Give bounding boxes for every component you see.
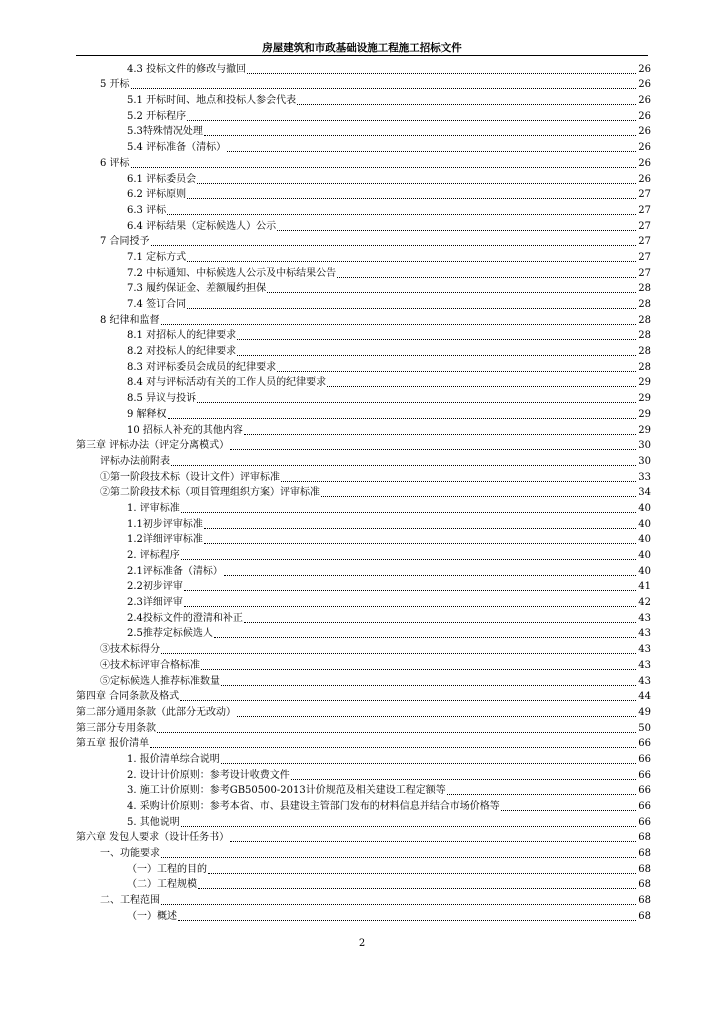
- toc-entry[interactable]: [76, 736, 651, 752]
- toc-entry-page: 40: [638, 518, 651, 530]
- toc-entry[interactable]: [76, 218, 651, 234]
- toc-entry[interactable]: [76, 422, 651, 438]
- toc-entry[interactable]: [76, 469, 651, 485]
- toc-dot-leader: [168, 418, 636, 419]
- toc-entry[interactable]: [76, 406, 651, 422]
- toc-entry-title: 5.1 开标时间、地点和投标人参会代表: [127, 95, 297, 107]
- toc-dot-leader: [237, 716, 636, 717]
- toc-entry-page: 50: [638, 722, 651, 734]
- toc-entry[interactable]: [76, 343, 651, 359]
- toc-entry-title: ②第二阶段技术标（项目管理组织方案）评审标准: [100, 487, 320, 499]
- toc-entry[interactable]: [76, 704, 651, 720]
- toc-entry-page: 66: [638, 801, 651, 812]
- toc-entry[interactable]: [76, 626, 651, 642]
- toc-dot-leader: [171, 465, 636, 466]
- toc-dot-leader: [244, 622, 636, 623]
- toc-entry-title: （二）工程规模: [127, 879, 197, 891]
- toc-entry[interactable]: [76, 579, 651, 595]
- toc-entry-page: 44: [638, 691, 651, 703]
- toc-entry-page: 26: [638, 173, 651, 185]
- toc-entry[interactable]: [76, 265, 651, 281]
- toc-entry-page: 28: [638, 361, 651, 373]
- toc-entry[interactable]: [76, 908, 651, 924]
- toc-entry-title: 6.1 评标委员会: [127, 173, 197, 185]
- toc-entry-page: 27: [638, 204, 651, 216]
- toc-entry-page: 68: [638, 863, 651, 875]
- toc-entry-page: 30: [638, 455, 651, 467]
- toc-entry-page: 27: [638, 220, 651, 232]
- toc-entry-page: 40: [638, 565, 651, 577]
- toc-dot-leader: [197, 183, 636, 184]
- toc-dot-leader: [230, 841, 636, 842]
- toc-entry-title: 8.4 对与评标活动有关的工作人员的纪律要求: [127, 377, 327, 389]
- toc-entry-page: 34: [638, 487, 651, 499]
- toc-entry-title: 6.4 评标结果（定标候选人）公示: [127, 220, 277, 232]
- toc-dot-leader: [184, 606, 636, 607]
- toc-entry-title: 6.3 评标: [127, 204, 167, 216]
- toc-entry-title: 二、工程范围: [100, 895, 160, 907]
- toc-entry[interactable]: [76, 139, 651, 155]
- toc-entry[interactable]: [76, 877, 651, 893]
- toc-entry-title: 8.1 对招标人的纪律要求: [127, 330, 237, 342]
- toc-entry-page: 33: [638, 471, 651, 483]
- toc-dot-leader: [237, 355, 636, 356]
- toc-entry-title: 8 纪律和监督: [100, 314, 160, 326]
- toc-dot-leader: [237, 339, 636, 340]
- toc-entry-title: 8.2 对投标人的纪律要求: [127, 346, 237, 358]
- toc-dot-leader: [281, 481, 636, 482]
- toc-entry-page: 26: [638, 79, 651, 91]
- toc-entry-title: 第四章 合同条款及格式: [76, 691, 180, 703]
- toc-entry-title: 8.5 异议与投诉: [127, 393, 197, 405]
- toc-entry-title: 1. 报价清单综合说明: [127, 753, 220, 765]
- toc-entry[interactable]: [76, 641, 651, 657]
- toc-dot-leader: [204, 543, 636, 544]
- toc-entry-page: 43: [638, 628, 651, 640]
- toc-dot-leader: [267, 292, 636, 293]
- toc-dot-leader: [277, 230, 636, 231]
- toc-entry-page: 66: [638, 785, 651, 797]
- toc-entry-title: 7.3 履约保证金、差额履约担保: [127, 283, 267, 295]
- toc-dot-leader: [157, 732, 636, 733]
- toc-dot-leader: [131, 88, 636, 89]
- toc-entry-title: 2.4投标文件的澄清和补正: [127, 612, 243, 624]
- toc-entry-title: ④技术标评审合格标准: [100, 659, 200, 671]
- toc-entry[interactable]: [76, 171, 651, 187]
- toc-entry[interactable]: [76, 453, 651, 469]
- toc-entry[interactable]: [76, 108, 651, 124]
- toc-entry-title: 5.2 开标程序: [127, 110, 187, 122]
- toc-dot-leader: [181, 826, 636, 827]
- toc-entry-title: 5 开标: [100, 79, 130, 91]
- toc-entry[interactable]: [76, 328, 651, 344]
- toc-dot-leader: [447, 794, 636, 795]
- toc-entry-title: 2.1评标准备（清标）: [127, 565, 223, 577]
- toc-dot-leader: [277, 371, 636, 372]
- toc-entry[interactable]: [76, 155, 651, 171]
- toc-dot-leader: [161, 324, 636, 325]
- toc-dot-leader: [201, 669, 636, 670]
- toc-dot-leader: [208, 873, 636, 874]
- toc-entry[interactable]: [76, 783, 651, 799]
- toc-entry[interactable]: [76, 249, 651, 265]
- toc-entry-page: 29: [638, 424, 651, 436]
- toc-entry[interactable]: [76, 861, 651, 877]
- toc-entry[interactable]: [76, 500, 651, 516]
- toc-entry-title: 一、功能要求: [100, 848, 160, 860]
- toc-entry-title: 2.3详细评审: [127, 597, 183, 609]
- toc-dot-leader: [187, 308, 636, 309]
- toc-dot-leader: [181, 559, 636, 560]
- toc-entry-title: 评标办法前附表: [100, 455, 170, 467]
- toc-entry-page: 66: [638, 769, 651, 781]
- toc-entry-title: 8.3 对评标委员会成员的纪律要求: [127, 361, 277, 373]
- toc-entry[interactable]: [76, 563, 651, 579]
- toc-dot-leader: [197, 402, 636, 403]
- toc-dot-leader: [327, 386, 636, 387]
- toc-entry-page: 27: [638, 189, 651, 201]
- toc-entry[interactable]: [76, 516, 651, 532]
- toc-dot-leader: [180, 700, 636, 701]
- toc-dot-leader: [224, 575, 636, 576]
- toc-entry-title: 7.4 签订合同: [127, 299, 187, 310]
- toc-entry-page: 30: [638, 440, 651, 452]
- toc-entry[interactable]: [76, 281, 651, 297]
- toc-entry[interactable]: [76, 359, 651, 375]
- toc-entry-page: 40: [638, 502, 651, 514]
- toc-entry-title: 1.2详细评审标准: [127, 534, 203, 546]
- toc-dot-leader: [337, 277, 636, 278]
- toc-entry[interactable]: [76, 610, 651, 626]
- toc-entry-page: 29: [638, 408, 651, 420]
- toc-entry[interactable]: [76, 390, 651, 406]
- toc-dot-leader: [178, 920, 636, 921]
- toc-dot-leader: [150, 747, 636, 748]
- toc-entry-page: 26: [638, 95, 651, 107]
- toc-dot-leader: [227, 151, 636, 152]
- toc-dot-leader: [167, 214, 636, 215]
- toc-entry-page: 43: [638, 675, 651, 687]
- toc-entry[interactable]: [76, 202, 651, 218]
- toc-entry-page: 40: [638, 534, 651, 546]
- toc-entry-page: 43: [638, 612, 651, 624]
- toc-entry[interactable]: [76, 845, 651, 861]
- toc-entry-page: 26: [638, 126, 651, 138]
- toc-entry-title: 10 招标人补充的其他内容: [127, 424, 243, 436]
- toc-entry-page: 26: [638, 157, 651, 169]
- toc-dot-leader: [187, 120, 636, 121]
- toc-dot-leader: [291, 779, 636, 780]
- toc-dot-leader: [247, 73, 636, 74]
- toc-entry[interactable]: [76, 532, 651, 548]
- toc-entry[interactable]: [76, 296, 651, 312]
- toc-entry-title: （一）工程的目的: [127, 863, 207, 875]
- toc-entry-page: 41: [638, 581, 651, 593]
- toc-entry-title: 5.3特殊情况处理: [127, 126, 203, 138]
- toc-entry-page: 26: [638, 63, 651, 75]
- toc-entry-page: 27: [638, 251, 651, 263]
- toc-entry-title: 3. 施工计价原则：参考GB50500-2013计价规范及相关建设工程定额等: [127, 785, 446, 797]
- toc-entry-page: 68: [638, 832, 651, 844]
- toc-entry-title: （一）概述: [127, 910, 177, 922]
- toc-dot-leader: [187, 261, 636, 262]
- toc-dot-leader: [297, 104, 636, 105]
- toc-entry[interactable]: [76, 720, 651, 736]
- toc-entry[interactable]: [76, 892, 651, 908]
- toc-entry-title: 第三章 评标办法（评定分离模式）: [76, 440, 230, 452]
- toc-entry-page: 28: [638, 314, 651, 326]
- toc-dot-leader: [181, 512, 636, 513]
- toc-dot-leader: [204, 528, 636, 529]
- toc-entry-title: 2.2初步评审: [127, 581, 183, 593]
- toc-entry-title: 第三部分专用条款: [76, 722, 156, 734]
- toc-entry-title: 2. 评标程序: [127, 550, 180, 561]
- toc-entry[interactable]: [76, 312, 651, 328]
- toc-entry[interactable]: [76, 187, 651, 203]
- toc-dot-leader: [184, 590, 636, 591]
- toc-dot-leader: [131, 167, 636, 168]
- toc-entry-page: 28: [638, 346, 651, 358]
- toc-entry[interactable]: [76, 751, 651, 767]
- toc-entry[interactable]: [76, 547, 651, 563]
- toc-entry-title: 第六章 发包人要求（设计任务书）: [76, 832, 230, 844]
- toc-entry-page: 26: [638, 110, 651, 122]
- toc-entry-title: 9 解释权: [127, 408, 167, 420]
- header-divider: [76, 55, 648, 56]
- toc-dot-leader: [198, 888, 636, 889]
- toc-entry-title: 6 评标: [100, 157, 130, 169]
- toc-entry-page: 28: [638, 299, 651, 310]
- toc-entry[interactable]: [76, 594, 651, 610]
- toc-dot-leader: [221, 763, 636, 764]
- toc-entry-page: 66: [638, 816, 651, 828]
- toc-entry-title: 5.4 评标准备（清标）: [127, 142, 227, 154]
- toc-entry[interactable]: [76, 92, 651, 108]
- toc-entry-page: 43: [638, 644, 651, 656]
- toc-entry-page: 66: [638, 753, 651, 765]
- toc-entry-page: 49: [638, 706, 651, 718]
- toc-entry[interactable]: [76, 673, 651, 689]
- toc-entry[interactable]: [76, 485, 651, 501]
- toc-dot-leader: [161, 857, 636, 858]
- toc-dot-leader: [244, 434, 636, 435]
- toc-entry-title: 2. 设计计价原则：参考设计收费文件: [127, 769, 290, 781]
- toc-entry[interactable]: [76, 438, 651, 454]
- toc-entry-page: 27: [638, 267, 651, 279]
- toc-entry-page: 42: [638, 597, 651, 609]
- toc-dot-leader: [501, 810, 636, 811]
- toc-entry-page: 28: [638, 330, 651, 342]
- toc-entry-title: 7 合同授予: [100, 236, 150, 248]
- toc-entry[interactable]: [76, 657, 651, 673]
- toc-entry-page: 29: [638, 377, 651, 389]
- toc-dot-leader: [230, 449, 636, 450]
- toc-entry-title: 1.1初步评审标准: [127, 518, 203, 530]
- toc-entry-title: ①第一阶段技术标（设计文件）评审标准: [100, 471, 280, 483]
- toc-dot-leader: [214, 637, 636, 638]
- toc-entry-title: 7.2 中标通知、中标候选人公示及中标结果公告: [127, 267, 337, 279]
- toc-entry-title: 1. 评审标准: [127, 502, 180, 514]
- toc-entry-page: 28: [638, 283, 651, 295]
- toc-entry[interactable]: [76, 234, 651, 250]
- toc-entry[interactable]: [76, 814, 651, 830]
- toc-entry-page: 68: [638, 910, 651, 922]
- toc-entry-page: 68: [638, 895, 651, 907]
- toc-entry-title: 7.1 定标方式: [127, 251, 187, 263]
- toc-dot-leader: [321, 496, 636, 497]
- toc-entry-title: 第五章 报价清单: [76, 738, 150, 750]
- toc-dot-leader: [187, 198, 636, 199]
- toc-entry[interactable]: [76, 124, 651, 140]
- toc-entry-title: ③技术标得分: [100, 644, 160, 656]
- document-header-title: 房屋建筑和市政基础设施工程施工招标文件: [262, 42, 462, 54]
- toc-dot-leader: [204, 135, 636, 136]
- toc-entry-title: 第二部分通用条款（此部分无改动）: [76, 706, 236, 718]
- toc-entry-title: ⑤定标候选人推荐标准数量: [100, 675, 220, 687]
- toc-entry-title: 5. 其他说明: [127, 816, 180, 828]
- toc-dot-leader: [221, 685, 636, 686]
- toc-entry[interactable]: [76, 77, 651, 93]
- table-of-contents: [76, 61, 651, 924]
- toc-entry-page: 40: [638, 550, 651, 561]
- toc-entry[interactable]: [76, 61, 651, 77]
- toc-entry[interactable]: [76, 830, 651, 846]
- toc-entry-title: 2.5推荐定标候选人: [127, 628, 213, 640]
- toc-entry-title: 6.2 评标原则: [127, 189, 187, 201]
- toc-entry-page: 66: [638, 738, 651, 750]
- toc-entry[interactable]: [76, 375, 651, 391]
- toc-dot-leader: [161, 904, 636, 905]
- page-number: 2: [358, 938, 366, 949]
- toc-entry-page: 68: [638, 848, 651, 860]
- toc-entry-page: 43: [638, 659, 651, 671]
- toc-entry-title: 4. 采购计价原则：参考本省、市、县建设主管部门发布的材料信息并结合市场价格等: [127, 801, 500, 812]
- toc-entry[interactable]: [76, 689, 651, 705]
- toc-entry-page: 27: [638, 236, 651, 248]
- toc-entry-page: 29: [638, 393, 651, 405]
- toc-dot-leader: [151, 245, 636, 246]
- toc-entry-title: 4.3 投标文件的修改与撤回: [127, 63, 247, 75]
- toc-entry[interactable]: [76, 798, 651, 814]
- toc-entry-page: 68: [638, 879, 651, 891]
- toc-entry[interactable]: [76, 767, 651, 783]
- toc-entry-page: 26: [638, 142, 651, 154]
- toc-dot-leader: [161, 653, 636, 654]
